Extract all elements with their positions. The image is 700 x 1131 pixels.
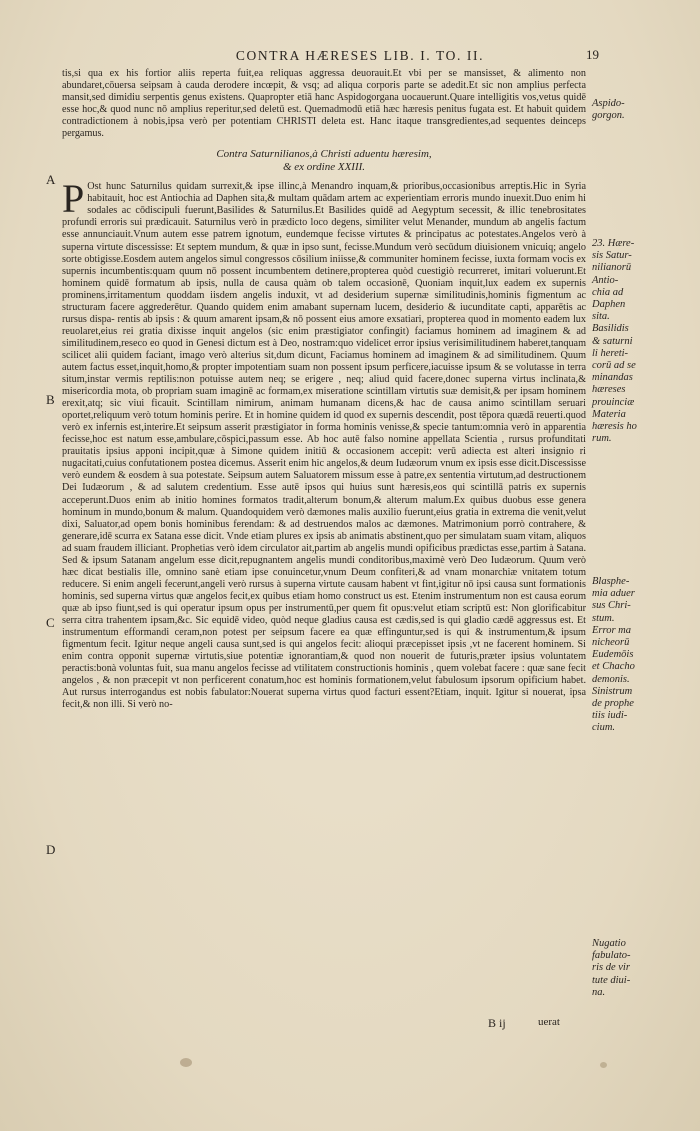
paragraph-aspidogorgon: tis,si qua ex his fortior aliis reperta fuit,ea reliquas aggressa deuorauit.Et vbi per se mansisset, & alimento non abundaret,cōuersa seipsam à cauda derodere incœpit, & vsq; ad aliqua corporis parte se adedit.Et sic non amplius perfecta mansit,sed dimidiu serpentis genus existens. Quapropter etiā hanc Aspidogorgana uocauerunt.Quare intelligitis vos,vetus quidē esse hoc,& quod nunc nō amplius reperitur,sed deletū est. Quemadmodū etiā hæc hæresis penitus fugata est. Et habuit quidem contradictionem à nobis,ipsa verò per potentiam CHRISTI deleta est. Hanc itaque transgredientes,ad sequentes deinceps pergamus. [62, 68, 586, 140]
section-heading-line-2: & ex ordine XXIII. [282, 161, 366, 174]
section-letter-d: D [46, 842, 56, 857]
drop-cap: P [62, 176, 85, 222]
margin-note-saturnilus: 23. Hære- sis Satur- nilianorū Antio- chia ad Daphen sita. Basilidis & saturni li hereti- corū ad se minandas hæreses prouinciæ Materia hæresis ho rum. [592, 238, 637, 445]
paper-stain [180, 1058, 192, 1067]
margin-note-blasphemy: Blasphe- mia aduer sus Chri- stum. Error ma nicheorū Eudemōis et Chacho demonis. Sinistrum de prophe tiis iudi- cium. [592, 576, 635, 734]
main-text-column [62, 68, 586, 711]
section-heading-line-1: Contra Saturnilianos,à Christi aduentu hæresim, [216, 148, 432, 161]
margin-note-nugatio: Nugatio fabulato- ris de vir tute diui- na. [592, 938, 631, 998]
page-number: 19 [586, 47, 599, 62]
paragraph-saturnilus [62, 176, 586, 711]
section-letter-a: A [46, 172, 56, 187]
paragraph-saturnilus-text: Ost hunc Saturnilus quidam surrexit,& ipse illinc,à Menandro inquam,& prioribus,occasionibus arreptis.Hic in Syria habitauit, hoc est Antiochia ad Daphen sita,& multam quādam artem ac experientiam erroris mundo inuexit.Duo enim hi sodales ac cōdiscipuli fuerunt,Basilides & Saturnilus.Et Basilides quidē ad Aegyptum secessit, & illic tenebrositates profundi erroris sui prædicauit. Saturnilus verò in prædicto loco degens, similiter velut Menander, mundum ab angelis factum esse annunciauit.Vnum autem esse patrem ignotum, eundemque fecisse virtutes & principatus ac potestates.Angelos verò à superna virtute discessisse: Et septem mundum, & quæ in ipso sunt, fecisse.Mundum verò secūdum diuisionem vnicuiq; angelo sorte obtigisse.Eosdem autem angelos simul congressos cōsilium iniisse,& communiter hominem fecisse, iuxta formam vocis ex supernis incumbentis:quam quum nō possent incumbentem detinere,propterea quòd cuestigiò recurreret, imitari voluerunt.Et hominem quidē formatum ab ipsis, nulla de causa quàm ob talem occasionē, Quoniam inquit,lux eadem ex supernis prominens,irritamentum quoddam iisdem angelis induxit, vt ad desiderium supernæ similitudinis,hominis figmentum ac structuram facere aggrederētur. Quando quidem enim amabant supernam lucem, desiderio & iucunditate capti, apparētis ac rursus dispa- rentis ab ipsis : & quum amarent ipsam,& nō possent eius amore exsatiari, propterea quod in momento eadem lux reuolaret,eius rei gratia dixisse inquit angelos (sic enim præstigiator confingit) faciamus hominem ad imaginem & ad similitudinem,reseco eo quod in Genesi dictum est à Deo, nostram:quo videlicet error ipsius verisimilitudinem haberet,tanquam scilicet alii quidem faciant, imago verò alterius sit,dum dicunt, Faciamus hominem ad imaginem & ad similitudinem. Quum autem factus esset,inquit,homo,& propter impotentiam suam non possent ipsum perficere,iacuisse ipsum & se volutasse in terra situm,instar vermis reptilis:non potuisse autem neq; se erigere , neq; aliud quid facere,donec superna virtus inclinata,& misericordia mota, ob propriam suam imaginē ac formam,ex miseratione scintillam virtutis suæ demisit,& per ipsam hominem erexit,atq; sic viui ficauit. Scintillam nimirum, animam humanam dicens,& hac de causa animo scintillam seruari oportet,reliquum verò totum hominis perire. Et in homine quidem id quod ex supernis descendit, post tēpora quædā reuerti.quod verò ex infernis est,interire.Et seipsum asserit præstigiator in forma hominis venisse,& specie tantum:omnia verò in apparentia fecisse,hoc est natum esse,ambulare,cōspici,passum esse. Ab hoc autē falso nomine appellata Scientia , rursus profunditati prauitatis ipsius apponi incipit,quæ à Simone quidem initiū & occasionem accepit: verū adiecta est alteri insignio ri nugacitati,cuius confutationem postea dicemus. Asserit enim hic angelos,& deum Iudæorum vnum ex ipsis esse dicit.Discessisse verò eundem & eosdem à sua potestate. Seipsum autem Saluatorem missum esse à patre,ex sententia virtutum,ad destructionem Dei Iudæorum , & ad salutem credentium. Esse autē ipsos qui huius sunt hæresis,eos qui scintillā patris ex supernis acceperunt.Duos enim ab initio homines formatos tradit,alterum bonum,& alterum malum.Ex quibus duobus esse genera hominum in mundo,bonum & malum. Quandoquidem verò dæmones malis auxilio fuerunt,eius gratia in extrema die venit,velut dixi, Saluator,ad opem bonis hominibus ferendam: & ad destruendos malos ac dæmones. Matrimonium porrò contrahere, & generare,idē scurra ex Satana esse dicit. Vnde etiam plures ex ipsis ab animatis abstinent,quo per simulatam suam vitam, aliquos ad suam fraudem illiciant. Prophetias verò idem circulator ait,partim ab angelis mundi opificibus prædictas esse,partim à Satana. Sed & ipsum Satanam angelum esse dicit,repugnantem angelis mundi conditoribus,maximè verò Deo Iudæorum. Quum verò hæc dicat bestialis ille, omnino sanè etiam ipse conuincetur,vnum Deum confiteri,& ad vnam monarchiæ vnitatem totum reducere. Si enim angeli fecerunt,angeli verò rursus à superna virtute causam habent vt fint,igitur nō ipsi causa sunt formationis hominis, sed superna virtus quæ angelos fecit,ex quibus etiam homo construct us est. Etenim instrumentum non est causa eorum quæ ab ipso fiunt,sed is qui operatur ipsum opus per instrumentū,per quem fit opus:velut etiam scriptū est: Non glorificabitur serra citra trahentem ipsam,&c. Sic equidē video, quòd neque gladius causa est cædis,sed is qui gladio cædē aggressus est. Et instrumentum efformandi ceram,non potest per seipsum facere ea quæ effinguntur,sed is qui & instrumentum,& ipsum figmentum fecit. Igitur neque angeli causa sunt,sed is qui angelos fecit: alioqui præcepisset ipsis ,vt ne facerent hominem. Si enim contra opponit supernæ virtutis,siue potentiæ ignorantiam,& quod non nouerit de futuris,præter ipsius voluntatem peractis:bonà voluntas fuit, sua manu angelos fecisse ad vtilitatem constructionis hominis , quem volebat facere : quæ sane fecit angelos , & non præcepit vt non perficerent conatum,hoc est hominis formationem,velut fabulosum ipsorum opificium habet. Aut rursus interrogandus est nobis fabulator:Nouerat superna virtus quod facturi essent?Etiam, inquit. Igitur si nouerat, ipsa fecit,& non illi. Si verò no- [62, 181, 586, 711]
margin-note-aspidogorgon: Aspido- gorgon. [592, 98, 625, 122]
catchword: uerat [538, 1016, 560, 1028]
section-letter-c: C [46, 615, 55, 630]
paper-stain [600, 1062, 607, 1068]
section-heading [62, 148, 586, 174]
signature-mark: B ij [488, 1016, 506, 1030]
section-letter-b: B [46, 392, 55, 407]
running-title: CONTRA HÆRESES LIB. I. TO. II. [235, 48, 485, 63]
